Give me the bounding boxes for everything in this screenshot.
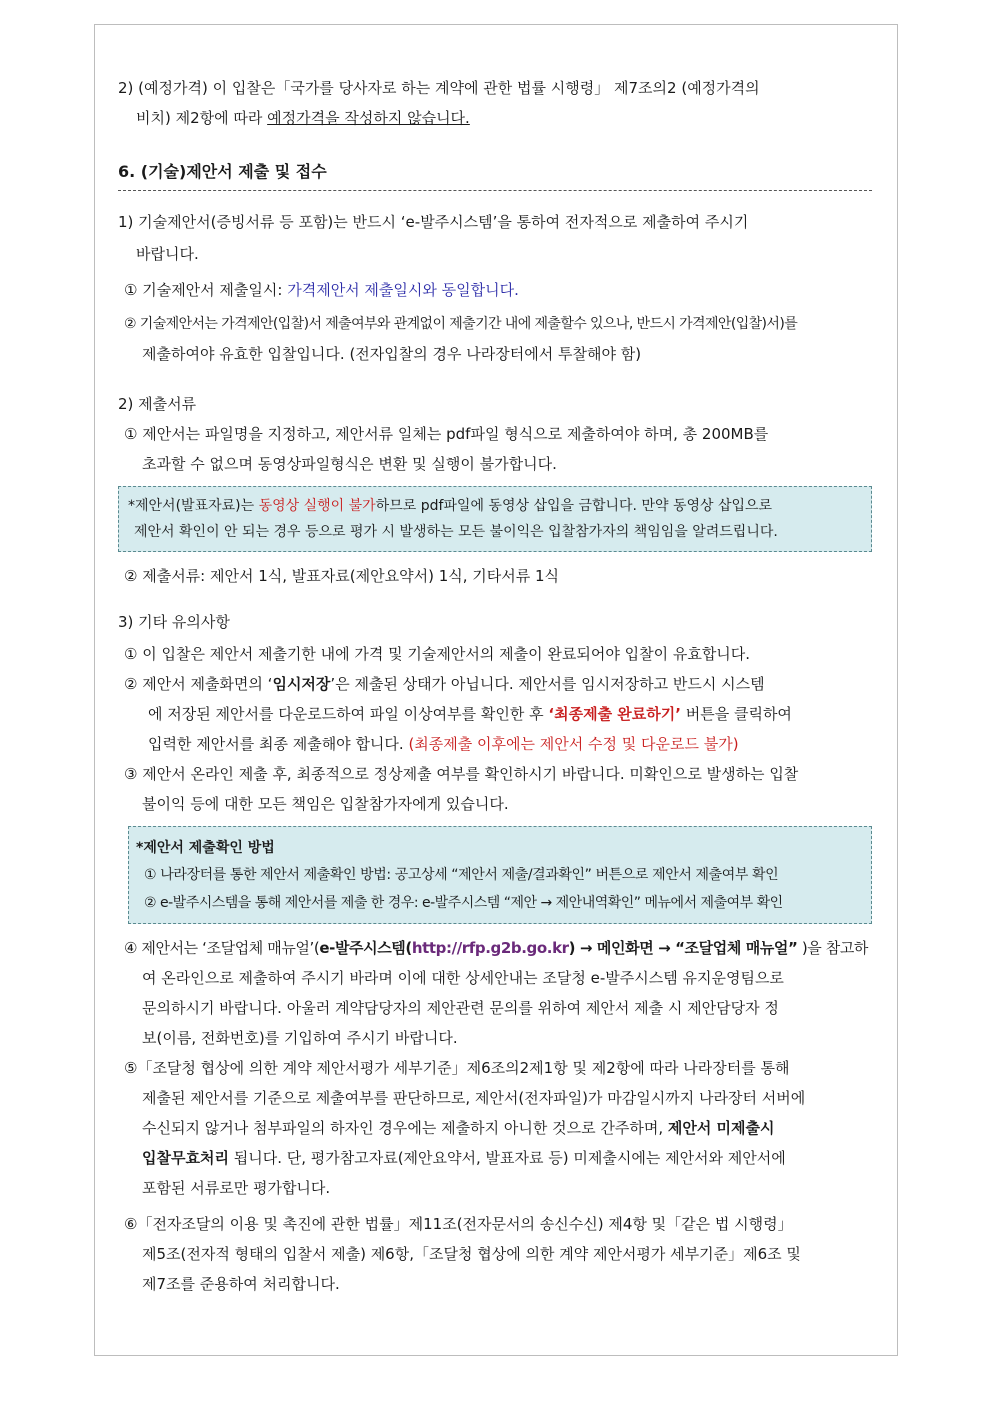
text-line: 불이익 등에 대한 모든 책임은 입찰참가자에게 있습니다.: [142, 795, 509, 813]
bold-text: 입찰무효처리: [142, 1149, 229, 1167]
section-heading: 6. (기술)제안서 제출 및 접수: [118, 162, 327, 181]
text-line: ⑥「전자조달의 이용 및 촉진에 관한 법률」제11조(전자문서의 송신수신) 제4항 및「같은 법 시행령」: [124, 1215, 793, 1233]
text-line: 제출하여야 유효한 입찰입니다. (전자입찰의 경우 나라장터에서 투찰해야 함): [142, 345, 642, 363]
text-line: ① 나라장터를 통한 제안서 제출확인 방법: 공고상세 “제안서 제출/결과확인” 버튼으로 제안서 제출여부 확인: [144, 867, 779, 883]
underlined-text: 예정가격을 작성하지 않습니다.: [267, 109, 470, 127]
text-line: ① 기술제안서 제출일시: 가격제안서 제출일시와 동일합니다.: [124, 281, 519, 299]
text-line: 1) 기술제안서(증빙서류 등 포함)는 반드시 ‘e-발주시스템’을 통하여 전자적으로 제출하여 주시기: [118, 213, 749, 231]
link-text: http://rfp.g2b.go.kr: [411, 939, 569, 957]
text-line: 초과할 수 없으며 동영상파일형식은 변환 및 실행이 불가합니다.: [142, 455, 557, 473]
text-line: ⑤「조달청 협상에 의한 계약 제안서평가 세부기준」제6조의2제1항 및 제2항에 따라 나라장터를 통해: [124, 1059, 790, 1077]
text-line: ③ 제안서 온라인 제출 후, 최종적으로 정상제출 여부를 확인하시기 바랍니다. 미확인으로 발생하는 입찰: [124, 765, 799, 783]
text-line: 제안서 확인이 안 되는 경우 등으로 평가 시 발생하는 모든 불이익은 입찰참가자의 책임임을 알려드립니다.: [134, 524, 778, 540]
text-line: 비치) 제2항에 따라 예정가격을 작성하지 않습니다.: [136, 109, 470, 127]
text-line: 에 저장된 제안서를 다운로드하여 파일 이상여부를 확인한 후 ‘최종제출 완료하기’ 버튼을 클릭하여: [148, 705, 792, 723]
warning-text: ‘최종제출 완료하기’: [548, 705, 681, 723]
dashed-divider: [118, 190, 872, 191]
highlight-text: 가격제안서 제출일시와 동일합니다.: [287, 281, 519, 299]
warning-text: 동영상 실행이 불가: [258, 498, 376, 514]
text-line: 포함된 서류로만 평가합니다.: [142, 1179, 331, 1197]
text-line: 제5조(전자적 형태의 입찰서 제출) 제6항,「조달청 협상에 의한 계약 제안서평가 세부기준」제6조 및: [142, 1245, 801, 1263]
text-line: 바랍니다.: [136, 245, 199, 263]
text-line: 제7조를 준용하여 처리합니다.: [142, 1275, 340, 1293]
text-line: ② 제안서 제출화면의 ‘임시저장’은 제출된 상태가 아닙니다. 제안서를 임시저장하고 반드시 시스템: [124, 675, 765, 693]
text-line: ② 기술제안서는 가격제안(입찰)서 제출여부와 관계없이 제출기간 내에 제출할수 있으나, 반드시 가격제안(입찰)서)를: [124, 316, 798, 332]
text-line: 입찰무효처리 됩니다. 단, 평가참고자료(제안요약서, 발표자료 등) 미제출시에는 제안서와 제안서에: [142, 1149, 786, 1167]
text-line: 2) (예정가격) 이 입찰은「국가를 당사자로 하는 계약에 관한 법률 시행령」 제7조의2 (예정가격의: [118, 79, 760, 97]
text-line: 수신되지 않거나 첨부파일의 하자인 경우에는 제출하지 아니한 것으로 간주하며, 제안서 미제출시: [142, 1119, 775, 1137]
subheading: 2) 제출서류: [118, 395, 197, 413]
text-line: 문의하시기 바랍니다. 아울러 계약담당자의 제안관련 문의를 위하여 제안서 제출 시 제안담당자 정: [142, 999, 779, 1017]
text-line: ② 제출서류: 제안서 1식, 발표자료(제안요약서) 1식, 기타서류 1식: [124, 567, 560, 585]
text-line: ① 이 입찰은 제안서 제출기한 내에 가격 및 기술제안서의 제출이 완료되어야 입찰이 유효합니다.: [124, 645, 751, 663]
text-line: 보(이름, 전화번호)를 기입하여 주시기 바랍니다.: [142, 1029, 458, 1047]
text-line: 입력한 제안서를 최종 제출해야 합니다. (최종제출 이후에는 제안서 수정 및 다운로드 불가): [148, 735, 739, 753]
text-line: ④ 제안서는 ‘조달업체 매뉴얼’(e-발주시스템(http://rfp.g2b.go.kr) → 메인화면 → “조달업체 매뉴얼” )을 참고하: [124, 939, 869, 957]
text-line: ② e-발주시스템을 통해 제안서를 제출 한 경우: e-발주시스템 “제안 → 제안내역확인” 메뉴에서 제출여부 확인: [144, 895, 783, 911]
text-line: *제안서(발표자료)는 동영상 실행이 불가하므로 pdf파일에 동영상 삽입을 금합니다. 만약 동영상 삽입으로: [128, 498, 773, 514]
box-title: *제안서 제출확인 방법: [136, 840, 275, 856]
warning-text: (최종제출 이후에는 제안서 수정 및 다운로드 불가): [408, 735, 739, 753]
bold-text: 제안서 미제출시: [667, 1119, 775, 1137]
bold-text: 임시저장: [272, 675, 331, 693]
text-line: 제출된 제안서를 기준으로 제출여부를 판단하므로, 제안서(전자파일)가 마감일시까지 나라장터 서버에: [142, 1089, 806, 1107]
subheading: 3) 기타 유의사항: [118, 613, 230, 631]
text-line: 여 온라인으로 제출하여 주시기 바라며 이에 대한 상세안내는 조달청 e-발주시스템 유지운영팀으로: [142, 969, 784, 987]
text-line: ① 제안서는 파일명을 지정하고, 제안서류 일체는 pdf파일 형식으로 제출하여야 하며, 총 200MB를: [124, 425, 769, 443]
